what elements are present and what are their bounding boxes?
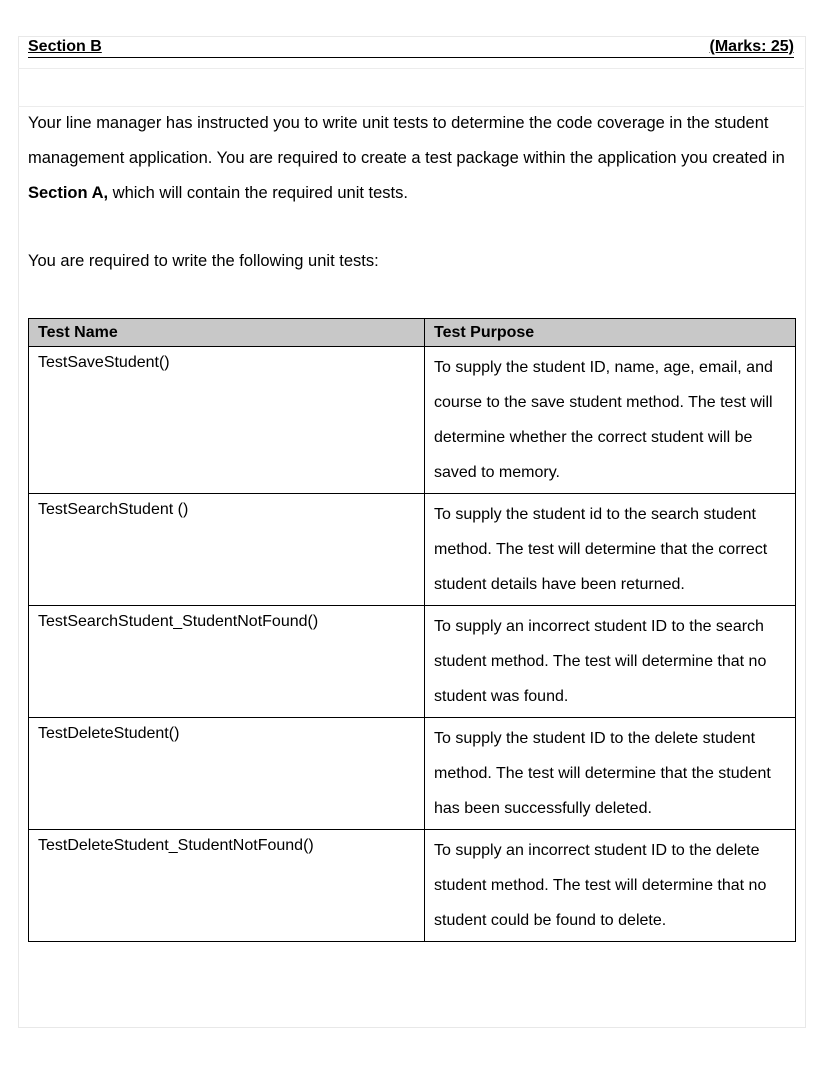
intro-text-before: Your line manager has instructed you to write unit tests to determine the code coverage in the student management application. You are required to create a test package within the application you created in — [28, 114, 785, 167]
test-purpose-cell: To supply the student ID to the delete student method. The test will determine that the student has been successfully deleted. — [425, 718, 796, 830]
section-marks: (Marks: 25) — [709, 38, 794, 55]
intro-paragraph — [28, 106, 798, 211]
test-name-cell: TestSaveStudent() — [29, 347, 425, 494]
intro-section-reference: Section A, — [28, 184, 109, 202]
test-purpose-cell: To supply the student ID, name, age, email, and course to the save student method. The test will determine whether the correct student will be saved to memory. — [425, 347, 796, 494]
test-name-cell: TestDeleteStudent() — [29, 718, 425, 830]
test-name-cell: TestDeleteStudent_StudentNotFound() — [29, 830, 425, 942]
table-row — [29, 347, 796, 494]
table-header-row — [29, 319, 796, 347]
header-divider — [18, 68, 804, 69]
table-row — [29, 494, 796, 606]
test-purpose-cell: To supply the student id to the search student method. The test will determine that the correct student details have been returned. — [425, 494, 796, 606]
header-test-name: Test Name — [29, 319, 425, 347]
table-row — [29, 830, 796, 942]
intro-text-after: which will contain the required unit tests. — [108, 184, 408, 202]
table-row — [29, 606, 796, 718]
section-title: Section B — [28, 38, 102, 55]
test-name-cell: TestSearchStudent_StudentNotFound() — [29, 606, 425, 718]
instruction-text: You are required to write the following unit tests: — [28, 252, 379, 270]
unit-tests-table — [28, 318, 796, 942]
header-test-purpose: Test Purpose — [425, 319, 796, 347]
section-header — [28, 37, 794, 58]
test-purpose-cell: To supply an incorrect student ID to the delete student method. The test will determine that no student could be found to delete. — [425, 830, 796, 942]
table-row — [29, 718, 796, 830]
test-name-cell: TestSearchStudent () — [29, 494, 425, 606]
test-purpose-cell: To supply an incorrect student ID to the search student method. The test will determine that no student was found. — [425, 606, 796, 718]
